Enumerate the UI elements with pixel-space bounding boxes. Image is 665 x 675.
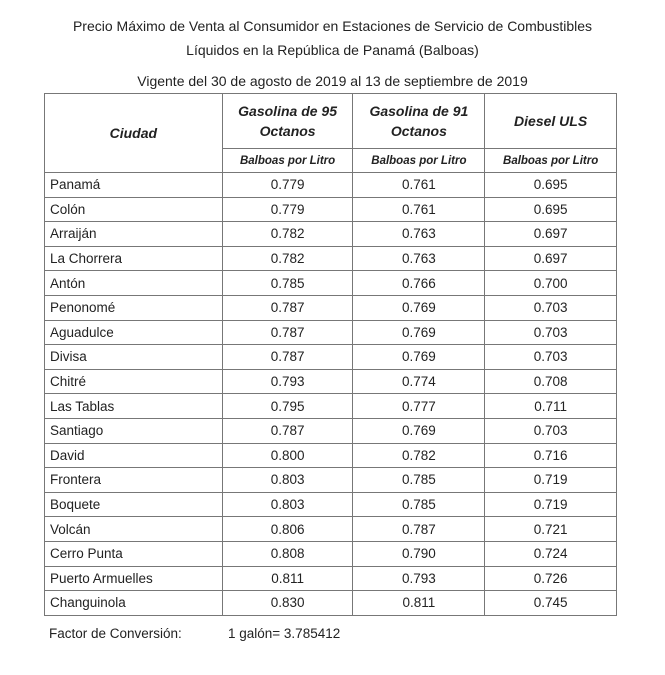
table-row <box>45 173 617 198</box>
price-cell: 0.830 <box>222 591 353 616</box>
price-cell: 0.782 <box>222 246 353 271</box>
conversion-factor-value: 1 galón= 3.785412 <box>228 626 341 641</box>
price-cell: 0.763 <box>353 246 485 271</box>
price-cell: 0.708 <box>485 369 617 394</box>
table-body <box>45 173 617 616</box>
title-line-2: Líquidos en la República de Panamá (Balboas) <box>186 42 479 58</box>
city-cell: Divisa <box>45 345 223 370</box>
column-header-gas95: Gasolina de 95 Octanos <box>222 94 353 149</box>
city-cell: Colón <box>45 197 223 222</box>
table-row <box>45 295 617 320</box>
price-cell: 0.787 <box>222 320 353 345</box>
price-cell: 0.779 <box>222 173 353 198</box>
city-cell: Aguadulce <box>45 320 223 345</box>
price-cell: 0.721 <box>485 517 617 542</box>
column-header-city: Ciudad <box>45 94 223 173</box>
city-cell: Frontera <box>45 468 223 493</box>
price-cell: 0.785 <box>353 468 485 493</box>
price-cell: 0.787 <box>222 418 353 443</box>
price-cell: 0.695 <box>485 173 617 198</box>
price-cell: 0.697 <box>485 246 617 271</box>
price-cell: 0.703 <box>485 345 617 370</box>
price-cell: 0.782 <box>222 222 353 247</box>
price-cell: 0.695 <box>485 197 617 222</box>
price-cell: 0.806 <box>222 517 353 542</box>
price-cell: 0.703 <box>485 418 617 443</box>
city-cell: Boquete <box>45 492 223 517</box>
table-row <box>45 394 617 419</box>
price-cell: 0.769 <box>353 320 485 345</box>
price-cell: 0.697 <box>485 222 617 247</box>
unit-gas95: Balboas por Litro <box>222 149 353 173</box>
table-row <box>45 418 617 443</box>
price-cell: 0.766 <box>353 271 485 296</box>
city-cell: La Chorrera <box>45 246 223 271</box>
fuel-price-table <box>44 93 617 616</box>
table-row <box>45 246 617 271</box>
price-cell: 0.790 <box>353 541 485 566</box>
price-cell: 0.703 <box>485 320 617 345</box>
table-row <box>45 197 617 222</box>
city-cell: Puerto Armuelles <box>45 566 223 591</box>
price-cell: 0.779 <box>222 197 353 222</box>
city-cell: Arraiján <box>45 222 223 247</box>
price-cell: 0.793 <box>222 369 353 394</box>
price-cell: 0.719 <box>485 468 617 493</box>
price-cell: 0.703 <box>485 295 617 320</box>
price-cell: 0.787 <box>222 295 353 320</box>
table-row <box>45 591 617 616</box>
table-row <box>45 566 617 591</box>
validity-period: Vigente del 30 de agosto de 2019 al 13 de septiembre de 2019 <box>137 73 528 89</box>
price-cell: 0.787 <box>222 345 353 370</box>
price-cell: 0.777 <box>353 394 485 419</box>
price-cell: 0.745 <box>485 591 617 616</box>
price-cell: 0.769 <box>353 418 485 443</box>
city-cell: Santiago <box>45 418 223 443</box>
price-cell: 0.774 <box>353 369 485 394</box>
table-row <box>45 271 617 296</box>
city-cell: David <box>45 443 223 468</box>
city-cell: Cerro Punta <box>45 541 223 566</box>
table-row <box>45 222 617 247</box>
price-cell: 0.719 <box>485 492 617 517</box>
table-row <box>45 369 617 394</box>
price-cell: 0.803 <box>222 492 353 517</box>
price-cell: 0.808 <box>222 541 353 566</box>
price-cell: 0.787 <box>353 517 485 542</box>
table-row <box>45 320 617 345</box>
conversion-factor-label: Factor de Conversión: <box>49 626 182 641</box>
price-cell: 0.785 <box>222 271 353 296</box>
price-cell: 0.769 <box>353 345 485 370</box>
price-cell: 0.711 <box>485 394 617 419</box>
table-row <box>45 541 617 566</box>
city-cell: Las Tablas <box>45 394 223 419</box>
header-row <box>45 94 617 149</box>
price-cell: 0.726 <box>485 566 617 591</box>
city-cell: Panamá <box>45 173 223 198</box>
price-cell: 0.761 <box>353 173 485 198</box>
unit-diesel: Balboas por Litro <box>485 149 617 173</box>
price-cell: 0.793 <box>353 566 485 591</box>
table-row <box>45 443 617 468</box>
unit-gas91: Balboas por Litro <box>353 149 485 173</box>
price-cell: 0.700 <box>485 271 617 296</box>
table-row <box>45 492 617 517</box>
title-line-1: Precio Máximo de Venta al Consumidor en Estaciones de Servicio de Combustibles <box>72 18 593 34</box>
table-row <box>45 468 617 493</box>
column-header-diesel: Diesel ULS <box>485 94 617 149</box>
price-cell: 0.782 <box>353 443 485 468</box>
price-cell: 0.803 <box>222 468 353 493</box>
price-cell: 0.811 <box>353 591 485 616</box>
price-cell: 0.811 <box>222 566 353 591</box>
price-cell: 0.763 <box>353 222 485 247</box>
price-cell: 0.716 <box>485 443 617 468</box>
column-header-gas91: Gasolina de 91 Octanos <box>353 94 485 149</box>
city-cell: Penonomé <box>45 295 223 320</box>
city-cell: Chitré <box>45 369 223 394</box>
city-cell: Volcán <box>45 517 223 542</box>
price-cell: 0.800 <box>222 443 353 468</box>
price-cell: 0.769 <box>353 295 485 320</box>
city-cell: Antón <box>45 271 223 296</box>
price-cell: 0.761 <box>353 197 485 222</box>
price-cell: 0.724 <box>485 541 617 566</box>
table-row <box>45 345 617 370</box>
table-row <box>45 517 617 542</box>
city-cell: Changuinola <box>45 591 223 616</box>
price-cell: 0.785 <box>353 492 485 517</box>
price-cell: 0.795 <box>222 394 353 419</box>
